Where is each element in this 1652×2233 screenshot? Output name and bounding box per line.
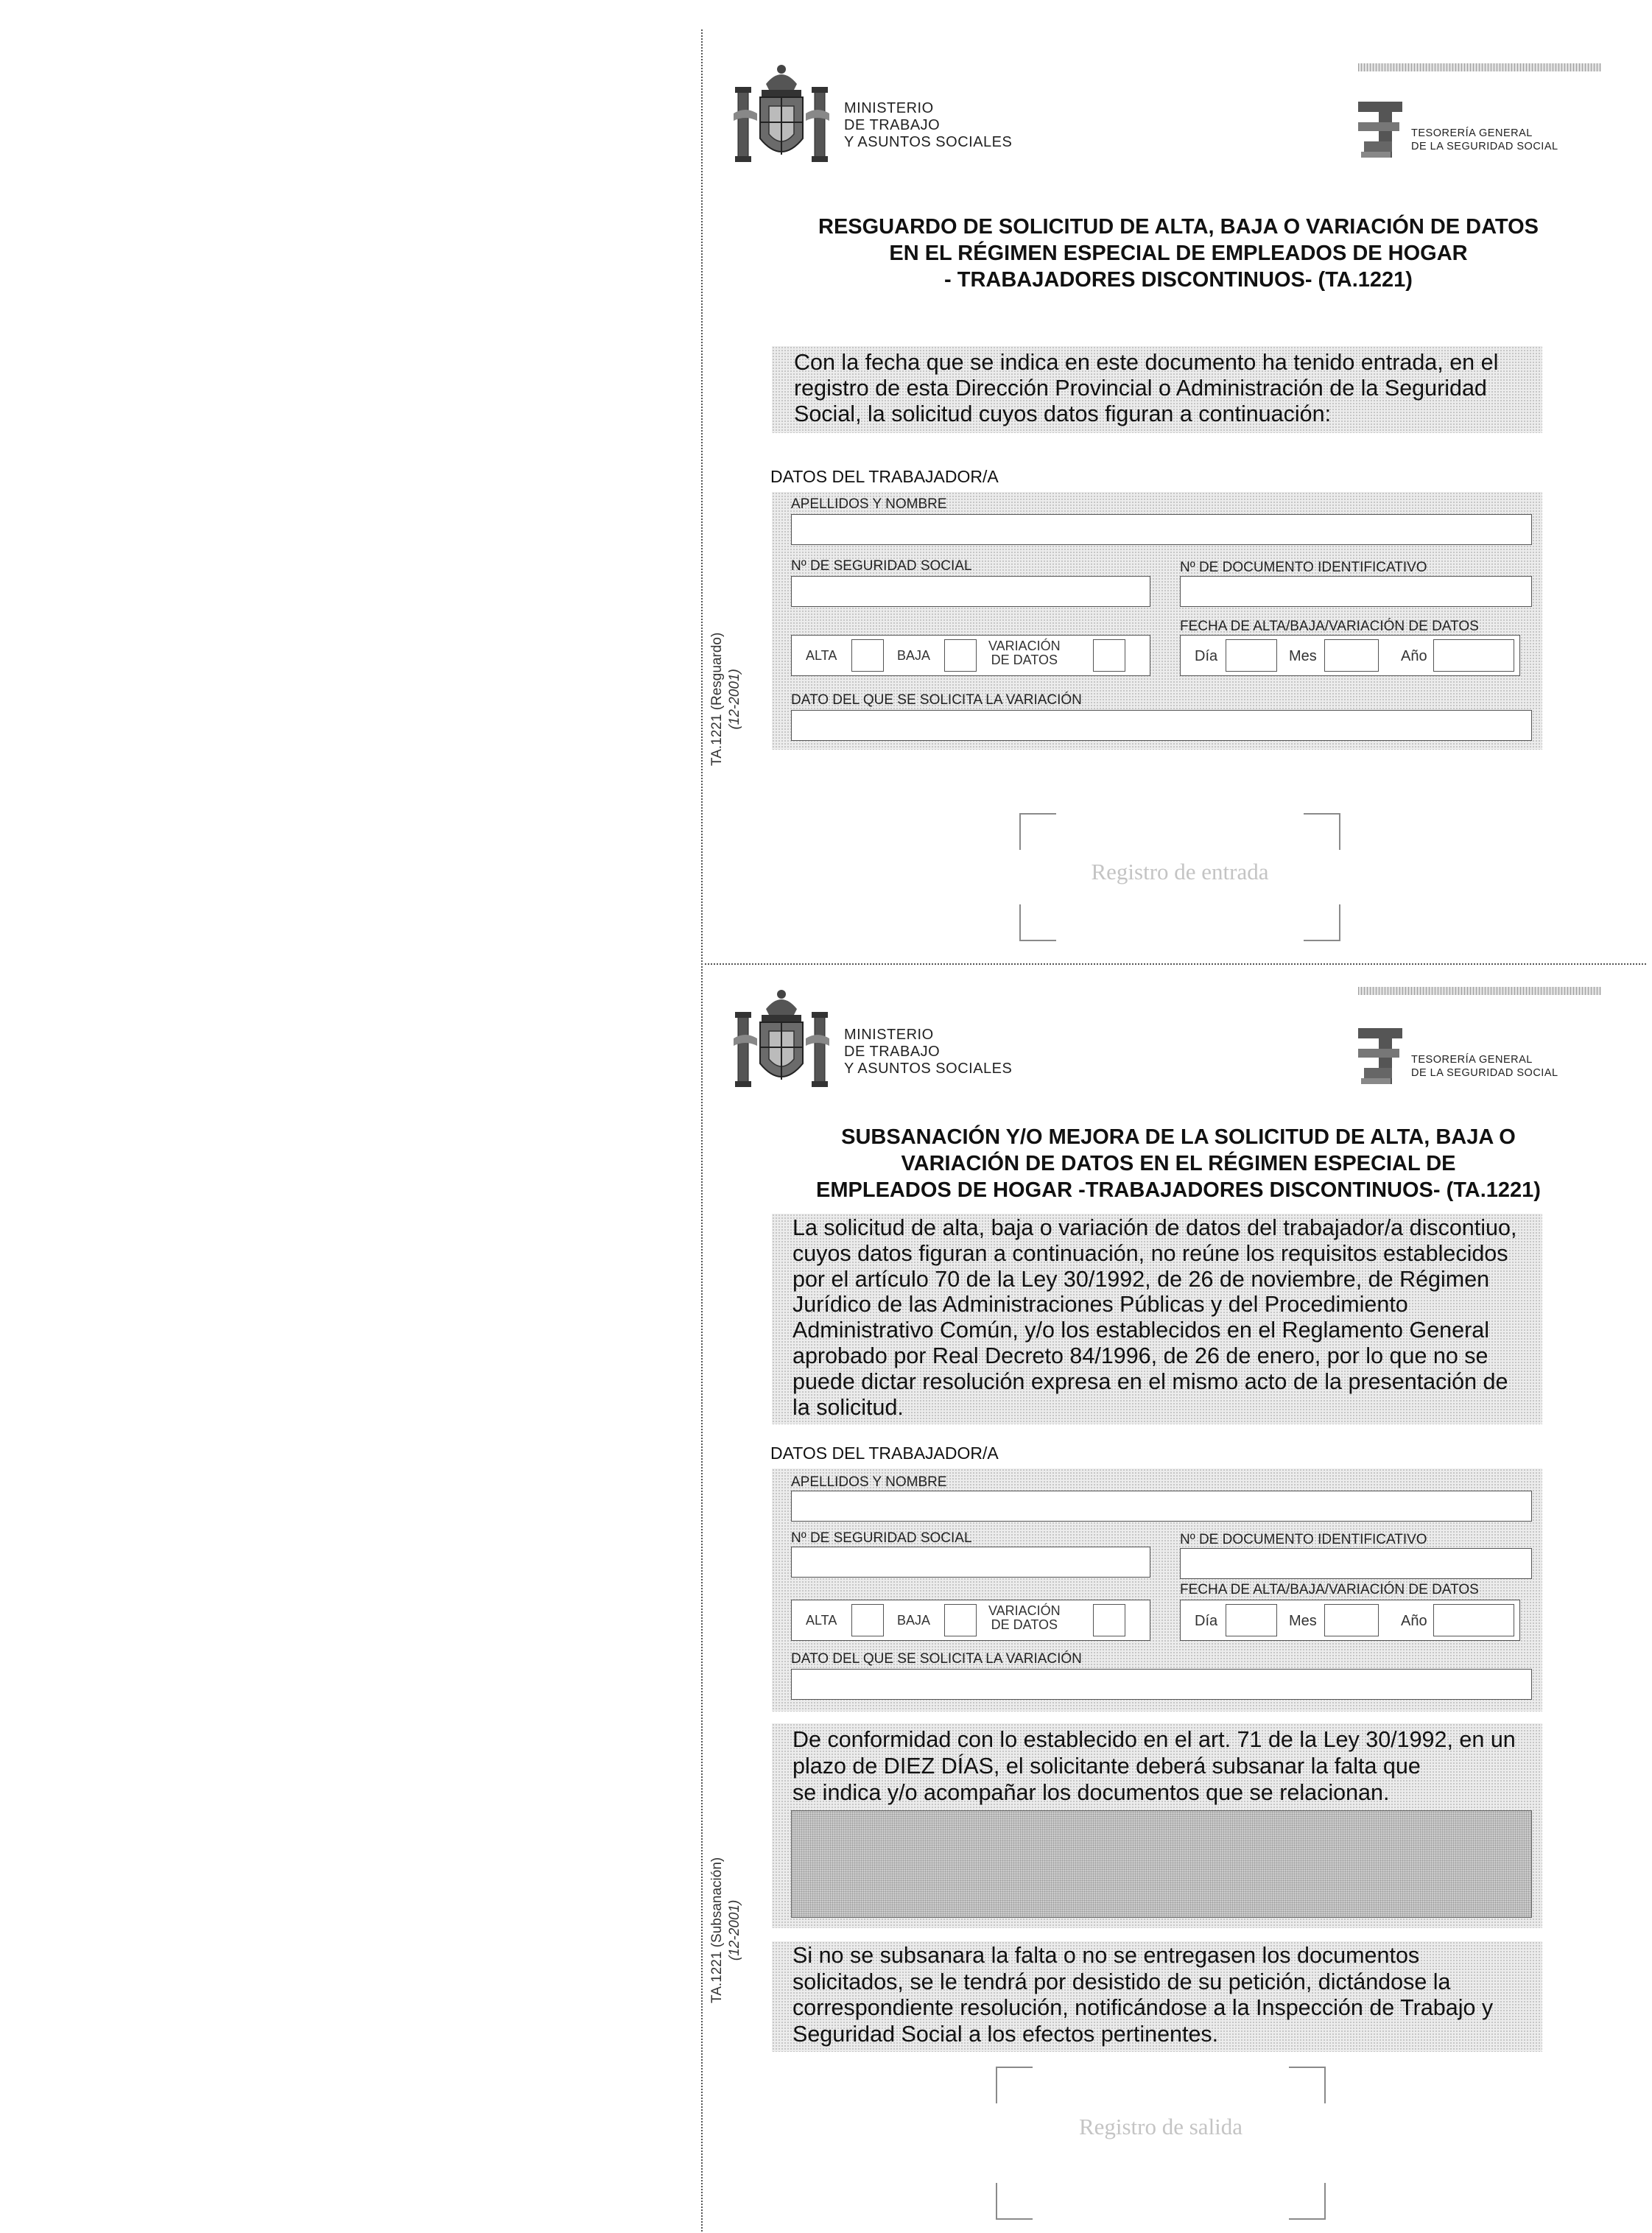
stamp-corner-bl (1019, 904, 1056, 941)
baja-checkbox[interactable] (944, 639, 977, 672)
worker-data-section-title: DATOS DEL TRABAJADOR/A (770, 467, 999, 486)
doc-id-field[interactable] (1180, 576, 1532, 607)
baja-checkbox[interactable] (944, 1604, 977, 1636)
alta-checkbox[interactable] (851, 639, 884, 672)
nss-field[interactable] (791, 1547, 1150, 1578)
alta-label: ALTA (806, 1613, 837, 1628)
receipt-side-code: TA.1221 (Resguardo) (12-2001) (709, 632, 742, 766)
doc-id-label: Nº DE DOCUMENTO IDENTIFICATIVO (1180, 560, 1427, 575)
fecha-label: FECHA DE ALTA/BAJA/VARIACIÓN DE DATOS (1180, 1582, 1479, 1597)
stamp-corner-tl (996, 2067, 1033, 2103)
worker-data-section-title: DATOS DEL TRABAJADOR/A (770, 1443, 999, 1463)
registro-salida-label: Registro de salida (1078, 2114, 1243, 2139)
anio-label: Año (1401, 648, 1427, 664)
dia-field[interactable] (1226, 1604, 1277, 1636)
diez-dias-text: De conformidad con lo establecido en el art. 71 de la Ley 30/1992, en un plazo de DIEZ DÍAS, el solicitante deberá subsanar la falta que se indica y/o acompañar los documentos que se relacionan. (792, 1727, 1516, 1805)
variacion-label: VARIACIÓN DE DATOS (988, 639, 1061, 667)
apellidos-label: APELLIDOS Y NOMBRE (791, 1474, 947, 1490)
tgss-name: TESORERÍA GENERAL DE LA SEGURIDAD SOCIAL (1411, 1054, 1558, 1079)
receipt-title: RESGUARDO DE SOLICITUD DE ALTA, BAJA O VARIACIÓN DE DATOS EN EL RÉGIMEN ESPECIAL DE EMPLEADOS DE HOGAR - TRABAJADORES DISCONTINUOS- (TA.1221) (818, 215, 1539, 292)
mes-label: Mes (1289, 1613, 1317, 1629)
dia-label: Día (1195, 1613, 1218, 1629)
variacion-label: VARIACIÓN DE DATOS (988, 1603, 1061, 1632)
stamp-corner-br (1289, 2183, 1326, 2220)
nss-label: Nº DE SEGURIDAD SOCIAL (791, 558, 972, 574)
baja-label: BAJA (897, 1613, 931, 1628)
alta-label: ALTA (806, 648, 837, 663)
receipt-intro-text: Con la fecha que se indica en este documento ha tenido entrada, en el registro de esta Dirección Provincial o Administración de la Seguridad Social, la solicitud cuyos datos figuran a continuación: (794, 350, 1499, 426)
registro-entrada-label: Registro de entrada (1091, 859, 1269, 885)
subsanacion-title: SUBSANACIÓN Y/O MEJORA DE LA SOLICITUD DE ALTA, BAJA O VARIACIÓN DE DATOS EN EL RÉGIMEN ESPECIAL DE EMPLEADOS DE HOGAR -TRABAJADORES DISCONTINUOS- (TA.1221) (816, 1125, 1541, 1202)
anio-field[interactable] (1433, 1604, 1514, 1636)
final-text: Si no se subsanara la falta o no se entregasen los documentos solicitados, se le tendrá por desistido de su petición, dictándose la correspondiente resolución, notificándose a la Inspección de Trabajo y Seguridad Social a los efectos pertinentes. (792, 1943, 1494, 2047)
apellidos-field[interactable] (791, 514, 1532, 545)
dato-field[interactable] (791, 710, 1532, 741)
horizontal-cut-line (701, 963, 1646, 965)
alta-checkbox[interactable] (851, 1604, 884, 1636)
ministry-name: MINISTERIO DE TRABAJO Y ASUNTOS SOCIALES (844, 100, 1013, 150)
mes-field[interactable] (1324, 639, 1379, 672)
variacion-checkbox[interactable] (1093, 639, 1125, 672)
stamp-corner-bl (996, 2183, 1033, 2220)
header-rule-2 (1358, 987, 1601, 995)
ministry-name: MINISTERIO DE TRABAJO Y ASUNTOS SOCIALES (844, 1027, 1013, 1077)
nss-label: Nº DE SEGURIDAD SOCIAL (791, 1530, 972, 1546)
nss-field[interactable] (791, 576, 1150, 607)
doc-id-label: Nº DE DOCUMENTO IDENTIFICATIVO (1180, 1532, 1427, 1547)
mes-field[interactable] (1324, 1604, 1379, 1636)
stamp-corner-tr (1289, 2067, 1326, 2103)
subsanacion-intro-text: La solicitud de alta, baja o variación de datos del trabajador/a discontiuo, cuyos datos figuran a continuación, no reúne los requisitos establecidos por el artículo 70 de la Ley 30/1992, de 26 de noviembre, de Régimen Jurídico de las Administraciones Públicas y del Procedimiento Administrativo Común, y/o los establecidos en el Reglamento General aprobado por Real Decreto 84/1996, de 26 de enero, por lo que no se puede dictar resolución expresa en el mismo acto de la presentación de la solicitud. (792, 1215, 1517, 1420)
coat-of-arms-icon (731, 987, 832, 1096)
stamp-corner-br (1304, 904, 1340, 941)
dato-field[interactable] (791, 1669, 1532, 1700)
stamp-corner-tl (1019, 813, 1056, 850)
dato-label: DATO DEL QUE SE SOLICITA LA VARIACIÓN (791, 1651, 1082, 1667)
stamp-corner-tr (1304, 813, 1340, 850)
subsanacion-side-code: TA.1221 (Subsanación) (12-2001) (709, 1857, 742, 2003)
fecha-label: FECHA DE ALTA/BAJA/VARIACIÓN DE DATOS (1180, 619, 1479, 634)
tgss-name: TESORERÍA GENERAL DE LA SEGURIDAD SOCIAL (1411, 127, 1558, 152)
header-rule (1358, 63, 1601, 71)
mes-label: Mes (1289, 648, 1317, 664)
vertical-cut-line (701, 29, 703, 2232)
doc-id-field[interactable] (1180, 1548, 1532, 1579)
dato-label: DATO DEL QUE SE SOLICITA LA VARIACIÓN (791, 692, 1082, 708)
dia-label: Día (1195, 648, 1218, 664)
anio-field[interactable] (1433, 639, 1514, 672)
documentos-area[interactable] (791, 1810, 1532, 1918)
baja-label: BAJA (897, 648, 931, 663)
coat-of-arms-icon (731, 62, 832, 171)
tgss-logo-icon (1358, 1028, 1404, 1087)
dia-field[interactable] (1226, 639, 1277, 672)
apellidos-field[interactable] (791, 1491, 1532, 1522)
tgss-logo-icon (1358, 102, 1404, 161)
anio-label: Año (1401, 1613, 1427, 1629)
apellidos-label: APELLIDOS Y NOMBRE (791, 496, 947, 512)
variacion-checkbox[interactable] (1093, 1604, 1125, 1636)
